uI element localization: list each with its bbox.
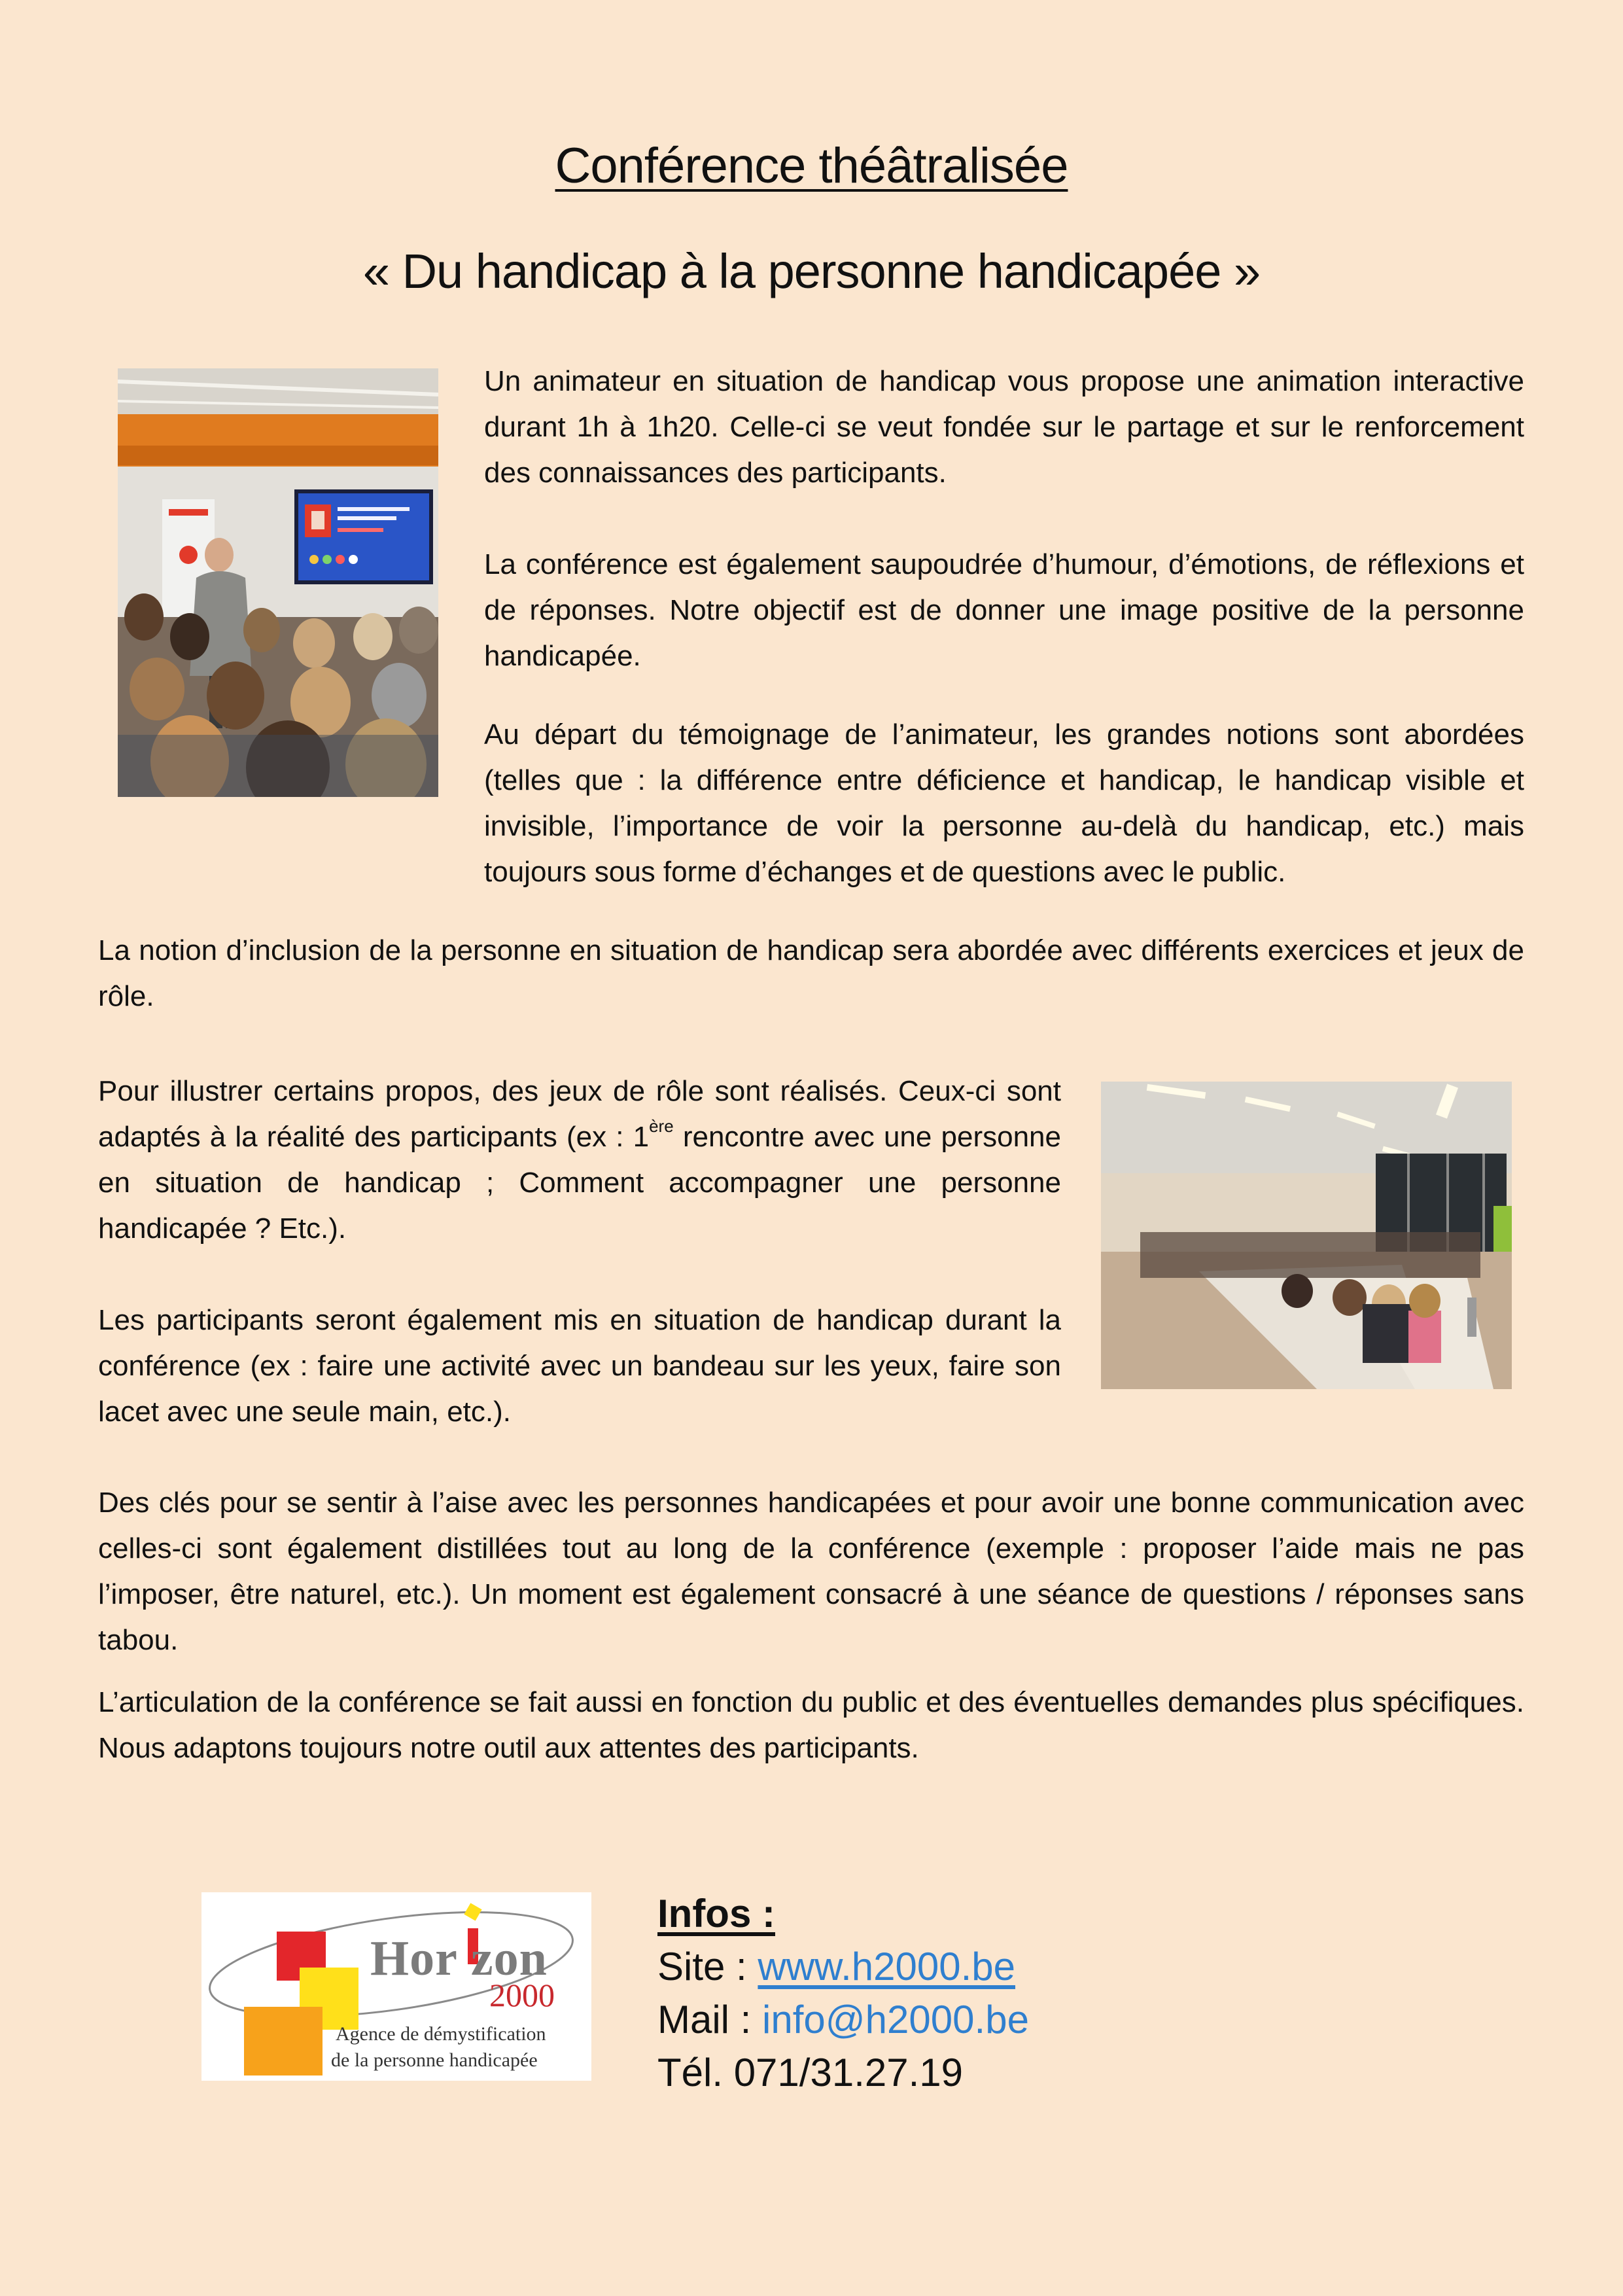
phone-line: Tél. 071/31.27.19 [657,2051,964,2094]
notions-paragraph: Au départ du témoignage de l’animateur, les grandes notions sont abordées (telles que : la différence entre déficience et handicap, le handicap visible et invisible, l’importance de voir la personne au-delà du handicap, etc.) mais toujours sous forme d’échanges et de questions avec le public. [484,718,1524,888]
site-line [657,1940,1029,1993]
site-link[interactable]: www.h2000.be [758,1945,1016,1988]
site-label: Site : [657,1945,758,1988]
logo-tagline-1: Agence de démystification [336,2023,546,2045]
inclusion-paragraph: La notion d’inclusion de la personne en situation de handicap sera abordée avec différents exercices et jeux de rôle. [98,934,1524,1012]
simulation-paragraph: Les participants seront également mis en situation de handicap durant la conférence (ex : faire une activité avec un bandeau sur les yeux, faire son lacet avec une seule main, etc.). [98,1304,1061,1428]
intro-paragraph: Un animateur en situation de handicap vous propose une animation interactive durant 1h à 1h20. Celle-ci se veut fondée sur le partage et sur le renforcement des connaissances des participants. [484,365,1524,489]
mail-link[interactable]: info@h2000.be [762,1998,1029,2041]
logo-year: 2000 [489,1977,555,2013]
classroom-photo [1101,1082,1512,1389]
role-play-text-b: rencontre avec une personne en situation de handicap ; Comment accompagner une personne handicapée ? Etc.). [98,1121,1061,1245]
mail-label: Mail : [657,1998,763,2041]
conference-photo-illustration [118,368,438,797]
role-play-text-a: Pour illustrer certains propos, des jeux de rôle sont réalisés. Ceux-ci sont adaptés à la réalité des participants (ex : 1 [98,1075,1061,1153]
conference-photo [118,368,438,797]
keys-paragraph: Des clés pour se sentir à l’aise avec les personnes handicapées et pour avoir une bonne communication avec celles-ci sont également distillées tout au long de la conférence (exemple : proposer l’aide mais ne pas l’imposer, être naturel, etc.). Un moment est également consacré à une séance de questions / réponses sans tabou. [98,1487,1524,1656]
logo-tagline-2: de la personne handicapée [331,2049,538,2071]
role-play-paragraph [98,1069,1061,1252]
horizon-2000-logo [201,1892,591,2081]
contact-infos [657,1887,1029,2099]
mail-line [657,1993,1029,2046]
humour-paragraph: La conférence est également saupoudrée d’humour, d’émotions, de réflexions et de réponses. Notre objectif est de donner une image positive de la personne handicapée. [484,548,1524,672]
logo-name-b: zon [470,1931,548,1986]
logo-name-a: Hor [370,1931,458,1986]
page-title: Conférence théâtralisée [555,138,1068,194]
classroom-photo-illustration [1101,1082,1512,1389]
infos-title: Infos : [657,1892,775,1935]
superscript-ere: ère [649,1116,674,1136]
page-subtitle: « Du handicap à la personne handicapée » [362,244,1261,298]
articulation-paragraph: L’articulation de la conférence se fait aussi en fonction du public et des éventuelles demandes plus spécifiques. Nous adaptons toujours notre outil aux attentes des participants. [98,1686,1524,1764]
